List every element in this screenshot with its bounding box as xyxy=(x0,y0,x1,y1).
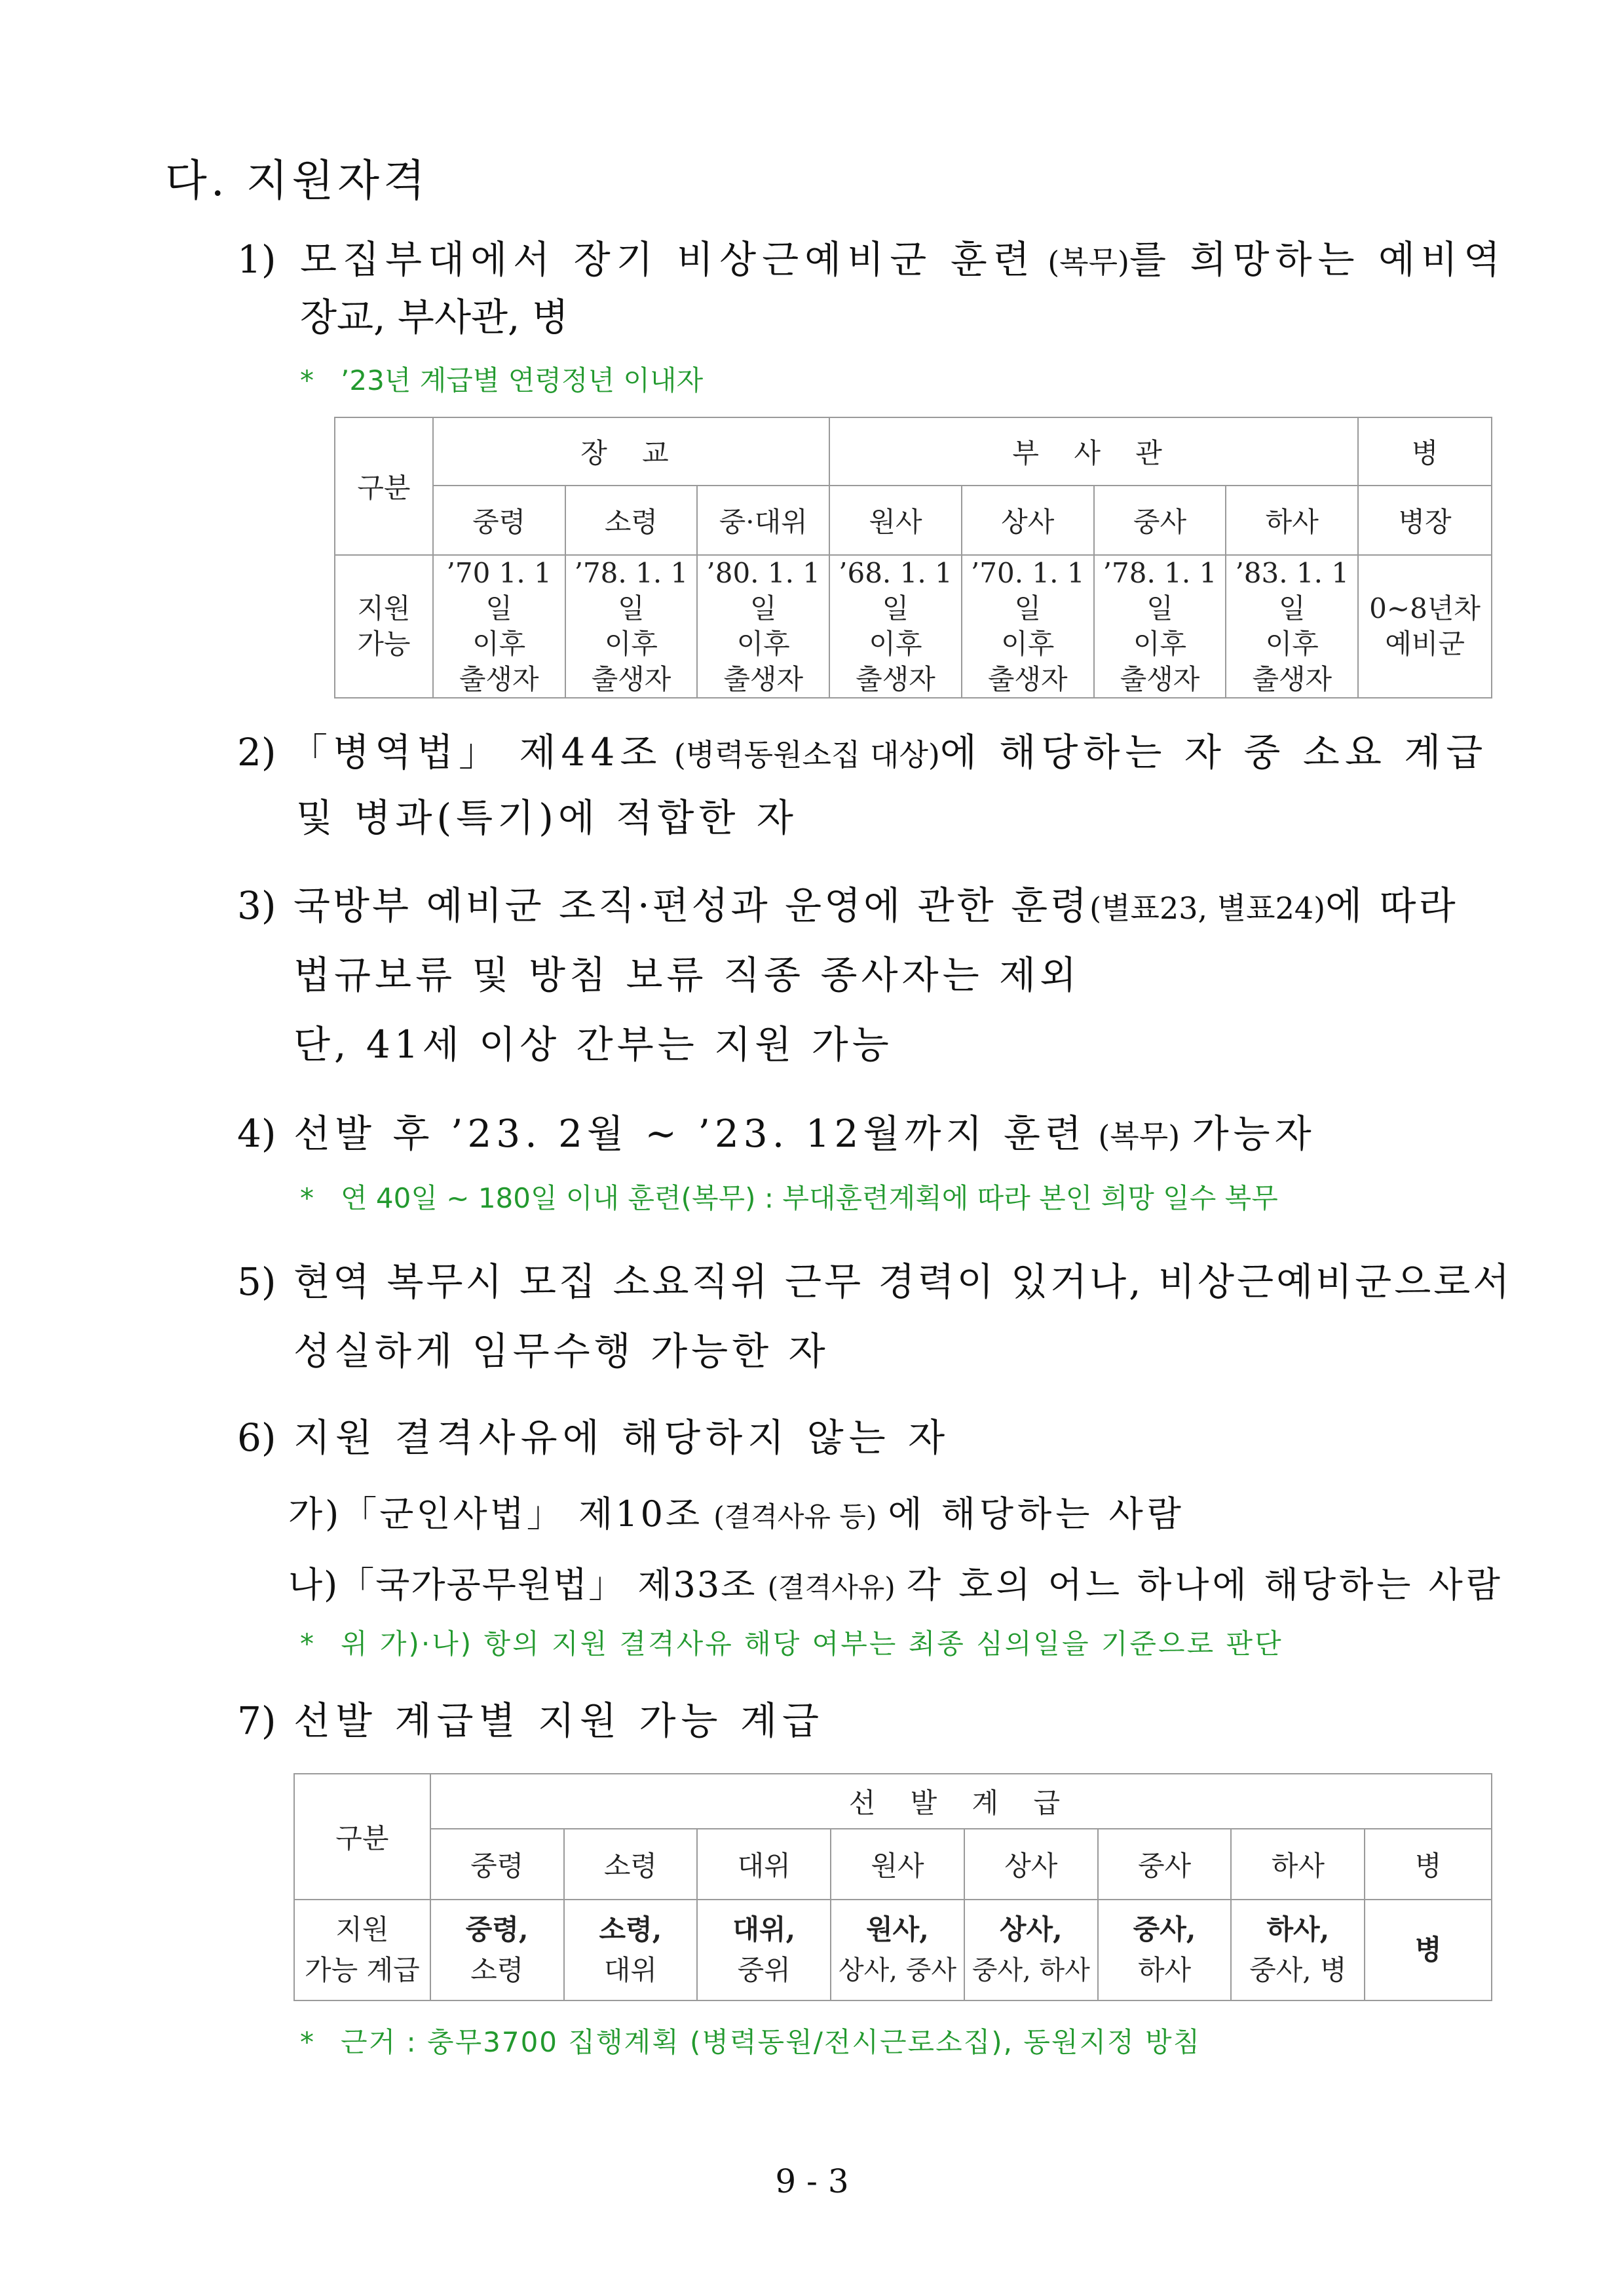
asterisk-icon: * xyxy=(300,1182,314,1214)
item-text: 지원 결격사유에 해당하지 않는 자 xyxy=(293,1415,951,1460)
item-2-line-1 xyxy=(237,721,1488,786)
item-text: 「병역법」 제44조 xyxy=(290,730,662,775)
asterisk-icon: * xyxy=(300,2026,314,2058)
item-1-line-1 xyxy=(237,228,1506,294)
item-text: 모집부대에서 장기 비상근예비군 훈련 xyxy=(300,237,1036,282)
item-parenthetical: (별표23, 별표24) xyxy=(1089,890,1326,926)
rank-header: 중령 xyxy=(430,1829,564,1900)
table-cell: ’80. 1. 1일 이후 출생자 xyxy=(697,555,829,698)
item-number: 4) xyxy=(237,1111,276,1156)
rank-header: 상사 xyxy=(962,486,1094,555)
item-text: 가능자 xyxy=(1192,1111,1316,1156)
item-6-sub-b: 나)「국가공무원법」 제33조 (결격사유) 각 호의 어느 하나에 해당하는 사람 xyxy=(288,1564,1503,1605)
asterisk-icon: * xyxy=(300,364,314,396)
rank-header: 하사 xyxy=(1226,486,1358,555)
table-cell: 0~8년차 예비군 xyxy=(1358,555,1492,698)
item-5-line-2: 성실하게 임무수행 가능한 자 xyxy=(293,1329,829,1373)
table-cell: ’83. 1. 1일 이후 출생자 xyxy=(1226,555,1358,698)
table-cell: 병 xyxy=(1365,1900,1492,2000)
table-corner-header: 구분 xyxy=(335,417,433,555)
table-cell: 대위, 중위 xyxy=(697,1900,831,2000)
group-header-officer: 장 교 xyxy=(433,417,829,486)
item-number: 5) xyxy=(237,1259,276,1304)
table-cell: 원사, 상사, 중사 xyxy=(831,1900,964,2000)
age-limit-table xyxy=(334,417,1492,698)
item-text: 국방부 예비군 조직·편성과 운영에 관한 훈령 xyxy=(293,883,1090,928)
item-parenthetical: (병력동원소집 대상) xyxy=(673,737,940,773)
table-cell: ’70 1. 1일 이후 출생자 xyxy=(433,555,565,698)
item-3-line-3: 단, 41세 이상 간부는 지원 가능 xyxy=(293,1022,893,1067)
note-4 xyxy=(300,1177,1278,1216)
item-3-line-1 xyxy=(237,874,1458,940)
rank-header: 대위 xyxy=(697,1829,831,1900)
table-cell: 상사, 중사, 하사 xyxy=(964,1900,1098,2000)
table-corner-header: 구분 xyxy=(294,1774,430,1900)
table-cell: 중령, 소령 xyxy=(430,1900,564,2000)
table-cell: 소령, 대위 xyxy=(564,1900,698,2000)
rank-header: 소령 xyxy=(564,1829,698,1900)
rank-header: 중령 xyxy=(433,486,565,555)
rank-header: 병장 xyxy=(1358,486,1492,555)
note-text: 위 가)·나) 항의 지원 결격사유 해당 여부는 최종 심의일을 기준으로 판단 xyxy=(341,1628,1283,1660)
item-text: 현역 복무시 모집 소요직위 근무 경력이 있거나, 비상근예비군으로서 xyxy=(293,1259,1513,1304)
rank-header: 병 xyxy=(1365,1829,1492,1900)
rank-header: 하사 xyxy=(1231,1829,1365,1900)
rank-header: 원사 xyxy=(831,1829,964,1900)
row-label: 지원 가능 계급 xyxy=(294,1900,430,2000)
item-text: 선발 후 ’23. 2월 ~ ’23. 12월까지 훈련 xyxy=(293,1111,1086,1156)
page-number: 9 - 3 xyxy=(775,2162,849,2200)
table-cell: 하사, 중사, 병 xyxy=(1231,1900,1365,2000)
item-3-line-2: 법규보류 및 방침 보류 직종 종사자는 제외 xyxy=(293,953,1081,997)
item-text: 를 희망하는 예비역 xyxy=(1129,237,1507,282)
item-parenthetical: (복무) xyxy=(1048,244,1129,280)
rank-header: 상사 xyxy=(964,1829,1098,1900)
item-7-line-1 xyxy=(237,1689,824,1752)
rank-header: 중사 xyxy=(1098,1829,1232,1900)
table-cell: 중사, 하사 xyxy=(1098,1900,1232,2000)
asterisk-icon: * xyxy=(300,1628,314,1660)
group-header-selection-rank: 선 발 계 급 xyxy=(430,1774,1492,1829)
note-text: ’23년 계급별 연령정년 이내자 xyxy=(341,364,704,396)
note-text: 근거 : 충무3700 집행계획 (병력동원/전시근로소집), 동원지정 방침 xyxy=(341,2026,1201,2058)
item-2-line-2: 및 병과(특기)에 적합한 자 xyxy=(296,795,798,840)
item-6-line-1 xyxy=(237,1406,950,1469)
note-7 xyxy=(300,2021,1201,2060)
item-5-line-1 xyxy=(237,1250,1512,1313)
group-header-nco: 부 사 관 xyxy=(829,417,1358,486)
section-heading: 다. 지원자격 xyxy=(165,155,429,206)
group-header-enlisted: 병 xyxy=(1358,417,1492,486)
note-1 xyxy=(300,359,703,398)
table-cell: ’68. 1. 1일 이후 출생자 xyxy=(829,555,962,698)
item-1-line-2: 장교, 부사관, 병 xyxy=(300,295,569,339)
row-label: 지원 가능 xyxy=(335,555,433,698)
note-text: 연 40일 ~ 180일 이내 훈련(복무) : 부대훈련계획에 따라 본인 희망 일수 복무 xyxy=(341,1182,1278,1214)
item-text: 에 해당하는 자 중 소요 계급 xyxy=(939,730,1488,775)
note-6 xyxy=(300,1622,1283,1662)
table-cell: ’70. 1. 1일 이후 출생자 xyxy=(962,555,1094,698)
item-number: 1) xyxy=(237,237,276,282)
rank-header: 중사 xyxy=(1094,486,1226,555)
eligible-rank-table xyxy=(293,1773,1492,2001)
item-parenthetical: (복무) xyxy=(1098,1119,1180,1154)
item-text: 에 따라 xyxy=(1325,883,1458,928)
item-4-line-1 xyxy=(237,1102,1316,1168)
rank-header: 중·대위 xyxy=(697,486,829,555)
rank-header: 소령 xyxy=(565,486,698,555)
table-cell: ’78. 1. 1일 이후 출생자 xyxy=(1094,555,1226,698)
item-number: 2) xyxy=(237,730,276,775)
item-text: 선발 계급별 지원 가능 계급 xyxy=(293,1698,825,1743)
rank-header: 원사 xyxy=(829,486,962,555)
item-number: 7) xyxy=(237,1698,276,1743)
item-6-sub-a: 가)「군인사법」 제10조 (결격사유 등) 에 해당하는 사람 xyxy=(288,1493,1185,1535)
item-number: 3) xyxy=(237,883,276,928)
table-cell: ’78. 1. 1일 이후 출생자 xyxy=(565,555,698,698)
item-number: 6) xyxy=(237,1415,276,1460)
